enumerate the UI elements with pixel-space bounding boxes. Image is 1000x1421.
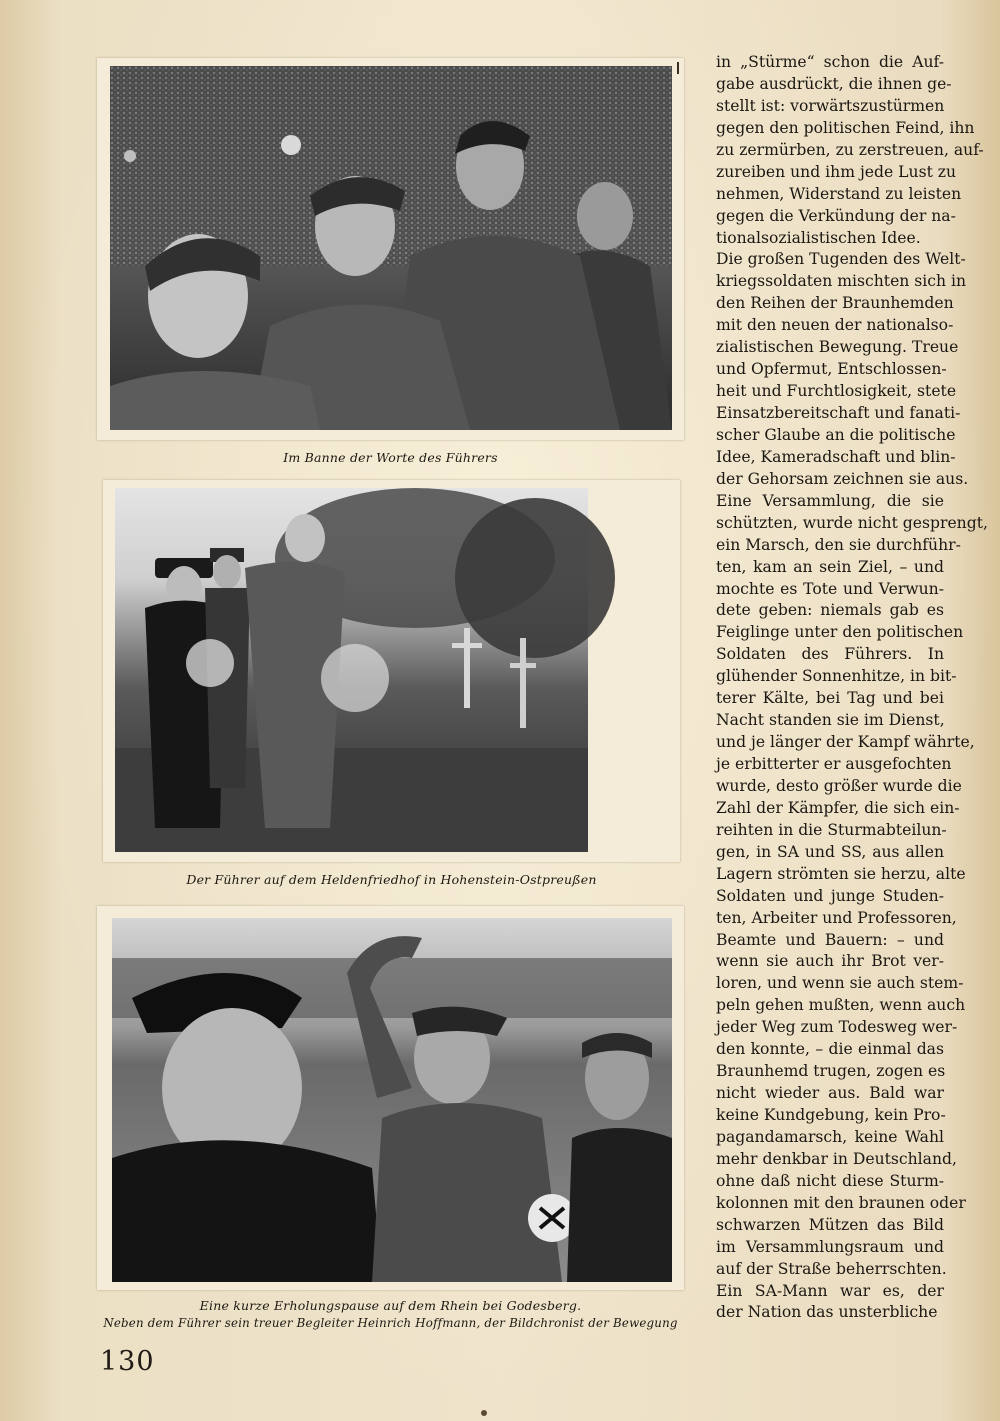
- body-text-line: glühender Sonnenhitze, in bit-: [716, 667, 957, 686]
- body-text-line: Nacht standen sie im Dienst,: [716, 711, 945, 730]
- body-text-line: tionalsozialistischen Idee.: [716, 228, 921, 247]
- body-text-line: mit den neuen der nationalso-: [716, 316, 954, 335]
- body-text-line: pagandamarsch, keine Wahl: [716, 1127, 944, 1146]
- body-text-line: keine Kundgebung, kein Pro-: [716, 1106, 946, 1124]
- body-text-line: heit und Furchtlosigkeit, stete: [716, 382, 957, 401]
- body-text-line: nicht wieder aus. Bald war: [716, 1084, 944, 1103]
- body-text-line: mehr denkbar in Deutschland,: [716, 1149, 957, 1168]
- body-text-line: Lagern strömten sie herzu, alte: [716, 864, 966, 883]
- body-text-line: Zahl der Kämpfer, die sich ein-: [716, 798, 960, 817]
- body-text-line: Soldaten und junge Studen-: [716, 886, 944, 905]
- body-text-line: in „Stürme“ schon die Auf-: [716, 53, 944, 71]
- body-text-line: Ein SA-Mann war es, der: [716, 1281, 944, 1300]
- body-text-line: und Opfermut, Entschlossen-: [716, 360, 947, 379]
- body-text-line: Feiglinge unter den politischen: [716, 623, 964, 642]
- body-text-line: auf der Straße beherrschten.: [716, 1259, 947, 1278]
- body-text-line: zureiben und ihm jede Lust zu: [716, 162, 957, 181]
- body-text-line: terer Kälte, bei Tag und bei: [716, 689, 944, 708]
- body-text-line: Idee, Kameradschaft und blin-: [716, 447, 956, 466]
- body-text-line: zu zermürben, zu zerstreuen, auf-: [716, 140, 984, 159]
- body-text-line: Braunhemd trugen, zogen es: [716, 1062, 946, 1081]
- photo-2-caption: Der Führer auf dem Heldenfriedhof in Hohenstein-Ostpreußen: [186, 872, 597, 887]
- body-text-line: Soldaten des Führers. In: [716, 645, 944, 664]
- body-text-line: dete geben: niemals gab es: [716, 601, 944, 620]
- binding-mark: [481, 1410, 487, 1416]
- body-text-line: wurde, desto größer wurde die: [716, 776, 962, 795]
- body-text-line: gabe ausdrückt, die ihnen ge-: [716, 74, 952, 93]
- body-text-line: Eine Versammlung, die sie: [716, 491, 944, 510]
- body-text-line: den konnte, – die einmal das: [716, 1040, 944, 1059]
- body-text-line: schwarzen Mützen das Bild: [716, 1215, 944, 1234]
- body-text-line: kriegssoldaten mischten sich in: [716, 272, 967, 291]
- body-text-line: peln gehen mußten, wenn auch: [716, 996, 966, 1015]
- body-text-line: schützten, wurde nicht gesprengt,: [716, 513, 988, 532]
- body-text-line: kolonnen mit den braunen oder: [716, 1193, 966, 1212]
- photo-crowd-young-men: [110, 66, 672, 430]
- body-text-line: gegen den politischen Feind, ihn: [716, 118, 975, 137]
- body-text-line: gegen die Verkündung der na-: [716, 206, 956, 225]
- body-text-line: den Reihen der Braunhemden: [716, 294, 954, 313]
- body-text-line: Die großen Tugenden des Welt-: [716, 250, 966, 269]
- photo-3-caption-line-1: Eine kurze Erholungspause auf dem Rhein bei Godesberg.: [199, 1298, 582, 1313]
- body-text-line: Einsatzbereitschaft und fanati-: [716, 404, 961, 422]
- body-text-line: der Nation das unsterbliche: [716, 1303, 938, 1322]
- body-text-line: jeder Weg zum Todesweg wer-: [716, 1018, 958, 1037]
- body-text-line: reihten in die Sturmabteilun-: [716, 820, 947, 839]
- photo-cemetery-visit: [115, 488, 588, 852]
- body-text-line: scher Glaube an die politische: [716, 425, 956, 444]
- body-text-line: und je länger der Kampf währte,: [716, 733, 975, 752]
- body-text-line: der Gehorsam zeichnen sie aus.: [716, 469, 969, 488]
- body-text-line: loren, und wenn sie auch stem-: [716, 974, 964, 993]
- photo-1-caption: Im Banne der Worte des Führers: [283, 450, 498, 465]
- margin-mark: [677, 62, 679, 74]
- body-text-line: ein Marsch, den sie durchführ-: [716, 535, 961, 554]
- body-text-line: gen, in SA und SS, aus allen: [716, 842, 944, 861]
- body-text-line: ten, Arbeiter und Professoren,: [716, 908, 957, 927]
- body-text-line: nehmen, Widerstand zu leisten: [716, 184, 962, 203]
- photo-3-caption-line-2: Neben dem Führer sein treuer Begleiter Heinrich Hoffmann, der Bildchronist der Bewegung: [103, 1316, 678, 1330]
- photo-rhine-boat: [112, 918, 672, 1282]
- body-text-line: ohne daß nicht diese Sturm-: [716, 1171, 944, 1190]
- body-text-line: je erbitterter er ausgefochten: [716, 755, 952, 773]
- page-number: 130: [100, 1346, 155, 1377]
- body-text-line: zialistischen Bewegung. Treue: [716, 338, 959, 357]
- body-text-line: ten, kam an sein Ziel, – und: [716, 557, 944, 576]
- body-text-line: stellt ist: vorwärtszustürmen: [716, 96, 945, 115]
- body-text-line: Beamte und Bauern: – und: [716, 930, 944, 949]
- body-text-line: mochte es Tote und Verwun-: [716, 579, 944, 598]
- body-text-line: im Versammlungsraum und: [716, 1237, 944, 1256]
- body-text-column: [716, 52, 988, 1324]
- body-text-line: wenn sie auch ihr Brot ver-: [716, 952, 944, 971]
